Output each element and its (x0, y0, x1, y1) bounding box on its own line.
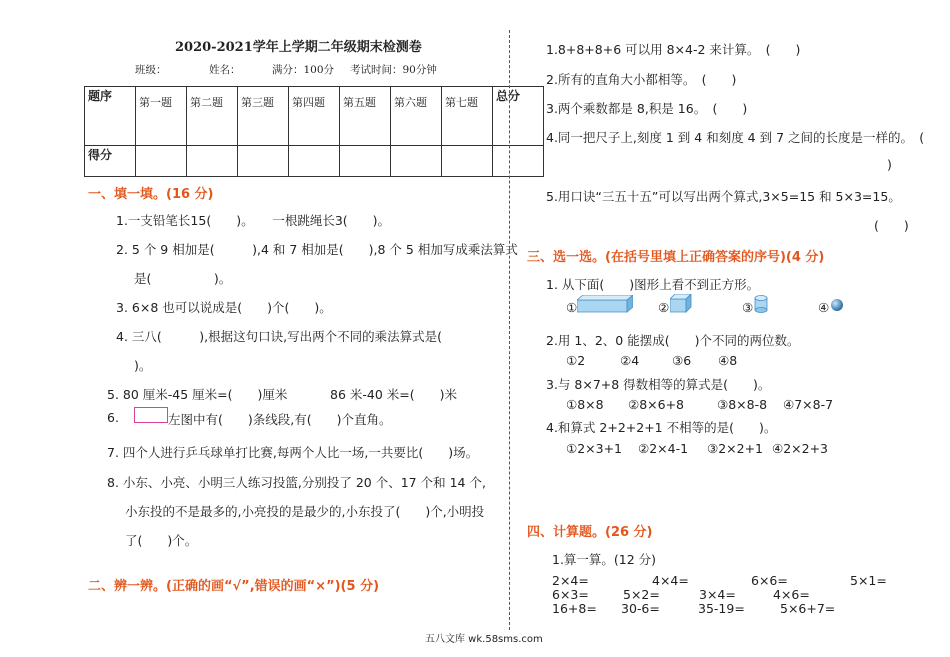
exam-time: 考试时间：90分钟 (350, 64, 437, 76)
calc-item: 5×1= (850, 573, 887, 588)
column-divider (509, 30, 510, 630)
class-label: 班级： (135, 64, 167, 76)
s3-q3-option: ②8×6+8 (628, 397, 685, 412)
page-title: 2020-2021学年上学期二年级期末检测卷 (175, 40, 422, 55)
s3-q1-option: ② (658, 300, 670, 315)
s2-q1: 1.8+8+8+6 可以用 8×4-2 来计算。 ( ) (546, 42, 801, 57)
score-cell[interactable] (391, 146, 442, 177)
score-table-header: 题序 (85, 87, 136, 146)
score-table-header: 第六题 (391, 87, 442, 146)
s2-q3: 3.两个乘数都是 8,积是 16。 ( ) (546, 101, 748, 116)
s3-q2-option: ①2 (566, 353, 586, 368)
score-cell[interactable] (136, 146, 187, 177)
s1-q7: 7. 四个人进行乒乓球单打比赛,每两个人比一场,一共要比( )场。 (107, 445, 479, 460)
calc-item: 5×6+7= (780, 601, 836, 616)
score-cell[interactable] (187, 146, 238, 177)
s1-q5a: 5. 80 厘米-45 厘米=( )厘米 (107, 387, 288, 402)
s3-q1-option: ④ (818, 300, 830, 315)
s1-q1: 1.一支铅笔长15( )。 一根跳绳长3( )。 (116, 213, 391, 228)
s3-q2-option: ③6 (672, 353, 692, 368)
s4-sub1: 1.算一算。(12 分) (552, 552, 657, 567)
cylinder-figure (754, 295, 768, 313)
sphere-figure (831, 299, 843, 311)
s3-q1: 1. 从下面( )图形上看不到正方形。 (546, 277, 760, 292)
name-label: 姓名： (209, 64, 241, 76)
cube-figure (670, 294, 692, 313)
s1-q8c: 了( )个。 (125, 533, 198, 548)
s3-q4-option: ④2×2+3 (772, 441, 829, 456)
calc-item: 16+8= (552, 601, 597, 616)
calc-item: 30-6= (621, 601, 660, 616)
s3-q2: 2.用 1、2、0 能摆成( )个不同的两位数。 (546, 333, 800, 348)
score-cell[interactable] (289, 146, 340, 177)
s3-q1-option: ① (566, 300, 578, 315)
score-table-header: 第四题 (289, 87, 340, 146)
score-label: 得分 (85, 146, 136, 177)
s1-q6-number: 6. (107, 410, 119, 425)
score-table-header: 第七题 (442, 87, 493, 146)
s3-q3: 3.与 8×7+8 得数相等的算式是( )。 (546, 377, 771, 392)
s2-q5b: ( ) (874, 218, 909, 233)
score-table-header: 总分 (493, 87, 544, 146)
s3-q4-option: ③2×2+1 (707, 441, 764, 456)
s3-q2-option: ④8 (718, 353, 738, 368)
s3-q3-option: ③8×8-8 (717, 397, 768, 412)
score-cell[interactable] (442, 146, 493, 177)
s3-q1-option: ③ (742, 300, 754, 315)
calc-item: 5×2= (623, 587, 660, 602)
s1-q5b: 86 米-40 米=( )米 (330, 387, 457, 402)
calc-item: 4×4= (652, 573, 689, 588)
s1-q4a: 4. 三八( ),根据这句口诀,写出两个不同的乘法算式是( (116, 329, 442, 344)
calc-item: 2×4= (552, 573, 589, 588)
s2-q4b: ) (887, 157, 892, 172)
score-cell[interactable] (493, 146, 544, 177)
score-cell[interactable] (238, 146, 289, 177)
cuboid-figure (577, 295, 633, 313)
s1-q2a: 2. 5 个 9 相加是( ),4 和 7 相加是( ),8 个 5 相加写成乘法算式 (116, 242, 518, 257)
calc-item: 3×4= (699, 587, 736, 602)
s2-q5a: 5.用口诀“三五十五”可以写出两个算式,3×5=15 和 5×3=15。 (546, 189, 901, 204)
rectangle-figure (134, 407, 168, 423)
score-cell[interactable] (340, 146, 391, 177)
calc-item: 6×3= (552, 587, 589, 602)
calc-item: 6×6= (751, 573, 788, 588)
section3-heading: 三、选一选。(在括号里填上正确答案的序号)(4 分) (527, 250, 825, 265)
s1-q8a: 8. 小东、小亮、小明三人练习投篮,分别投了 20 个、17 个和 14 个, (107, 475, 486, 490)
section1-heading: 一、填一填。(16 分) (88, 187, 214, 202)
section4-heading: 四、计算题。(26 分) (527, 525, 653, 540)
section2-heading: 二、辨一辨。(正确的画“√”,错误的画“×”)(5 分) (88, 579, 380, 594)
s3-q3-option: ①8×8 (566, 397, 604, 412)
s3-q4-option: ②2×4-1 (638, 441, 689, 456)
calc-item: 4×6= (773, 587, 810, 602)
s2-q2: 2.所有的直角大小都相等。 ( ) (546, 72, 737, 87)
s3-q3-option: ④7×8-7 (783, 397, 834, 412)
s2-q4a: 4.同一把尺子上,刻度 1 到 4 和刻度 4 到 7 之间的长度是一样的。 ( (546, 130, 925, 145)
full-score: 满分：100分 (272, 64, 335, 76)
s3-q4: 4.和算式 2+2+2+1 不相等的是( )。 (546, 420, 777, 435)
score-table (84, 86, 544, 177)
s1-q2b: 是( )。 (134, 271, 232, 286)
s3-q4-option: ①2×3+1 (566, 441, 623, 456)
s1-q6: 左图中有( )条线段,有( )个直角。 (168, 412, 392, 427)
score-table-header: 第三题 (238, 87, 289, 146)
s1-q8b: 小东投的不是最多的,小亮投的是最少的,小东投了( )个,小明投 (125, 504, 485, 519)
s3-q2-option: ②4 (620, 353, 640, 368)
calc-item: 35-19= (698, 601, 745, 616)
score-table-header: 第一题 (136, 87, 187, 146)
s1-q3: 3. 6×8 也可以说成是( )个( )。 (116, 300, 332, 315)
s1-q4b: )。 (134, 358, 152, 373)
footer-watermark: 五八文库 wk.58sms.com (425, 634, 543, 645)
score-table-header: 第二题 (187, 87, 238, 146)
score-table-header: 第五题 (340, 87, 391, 146)
